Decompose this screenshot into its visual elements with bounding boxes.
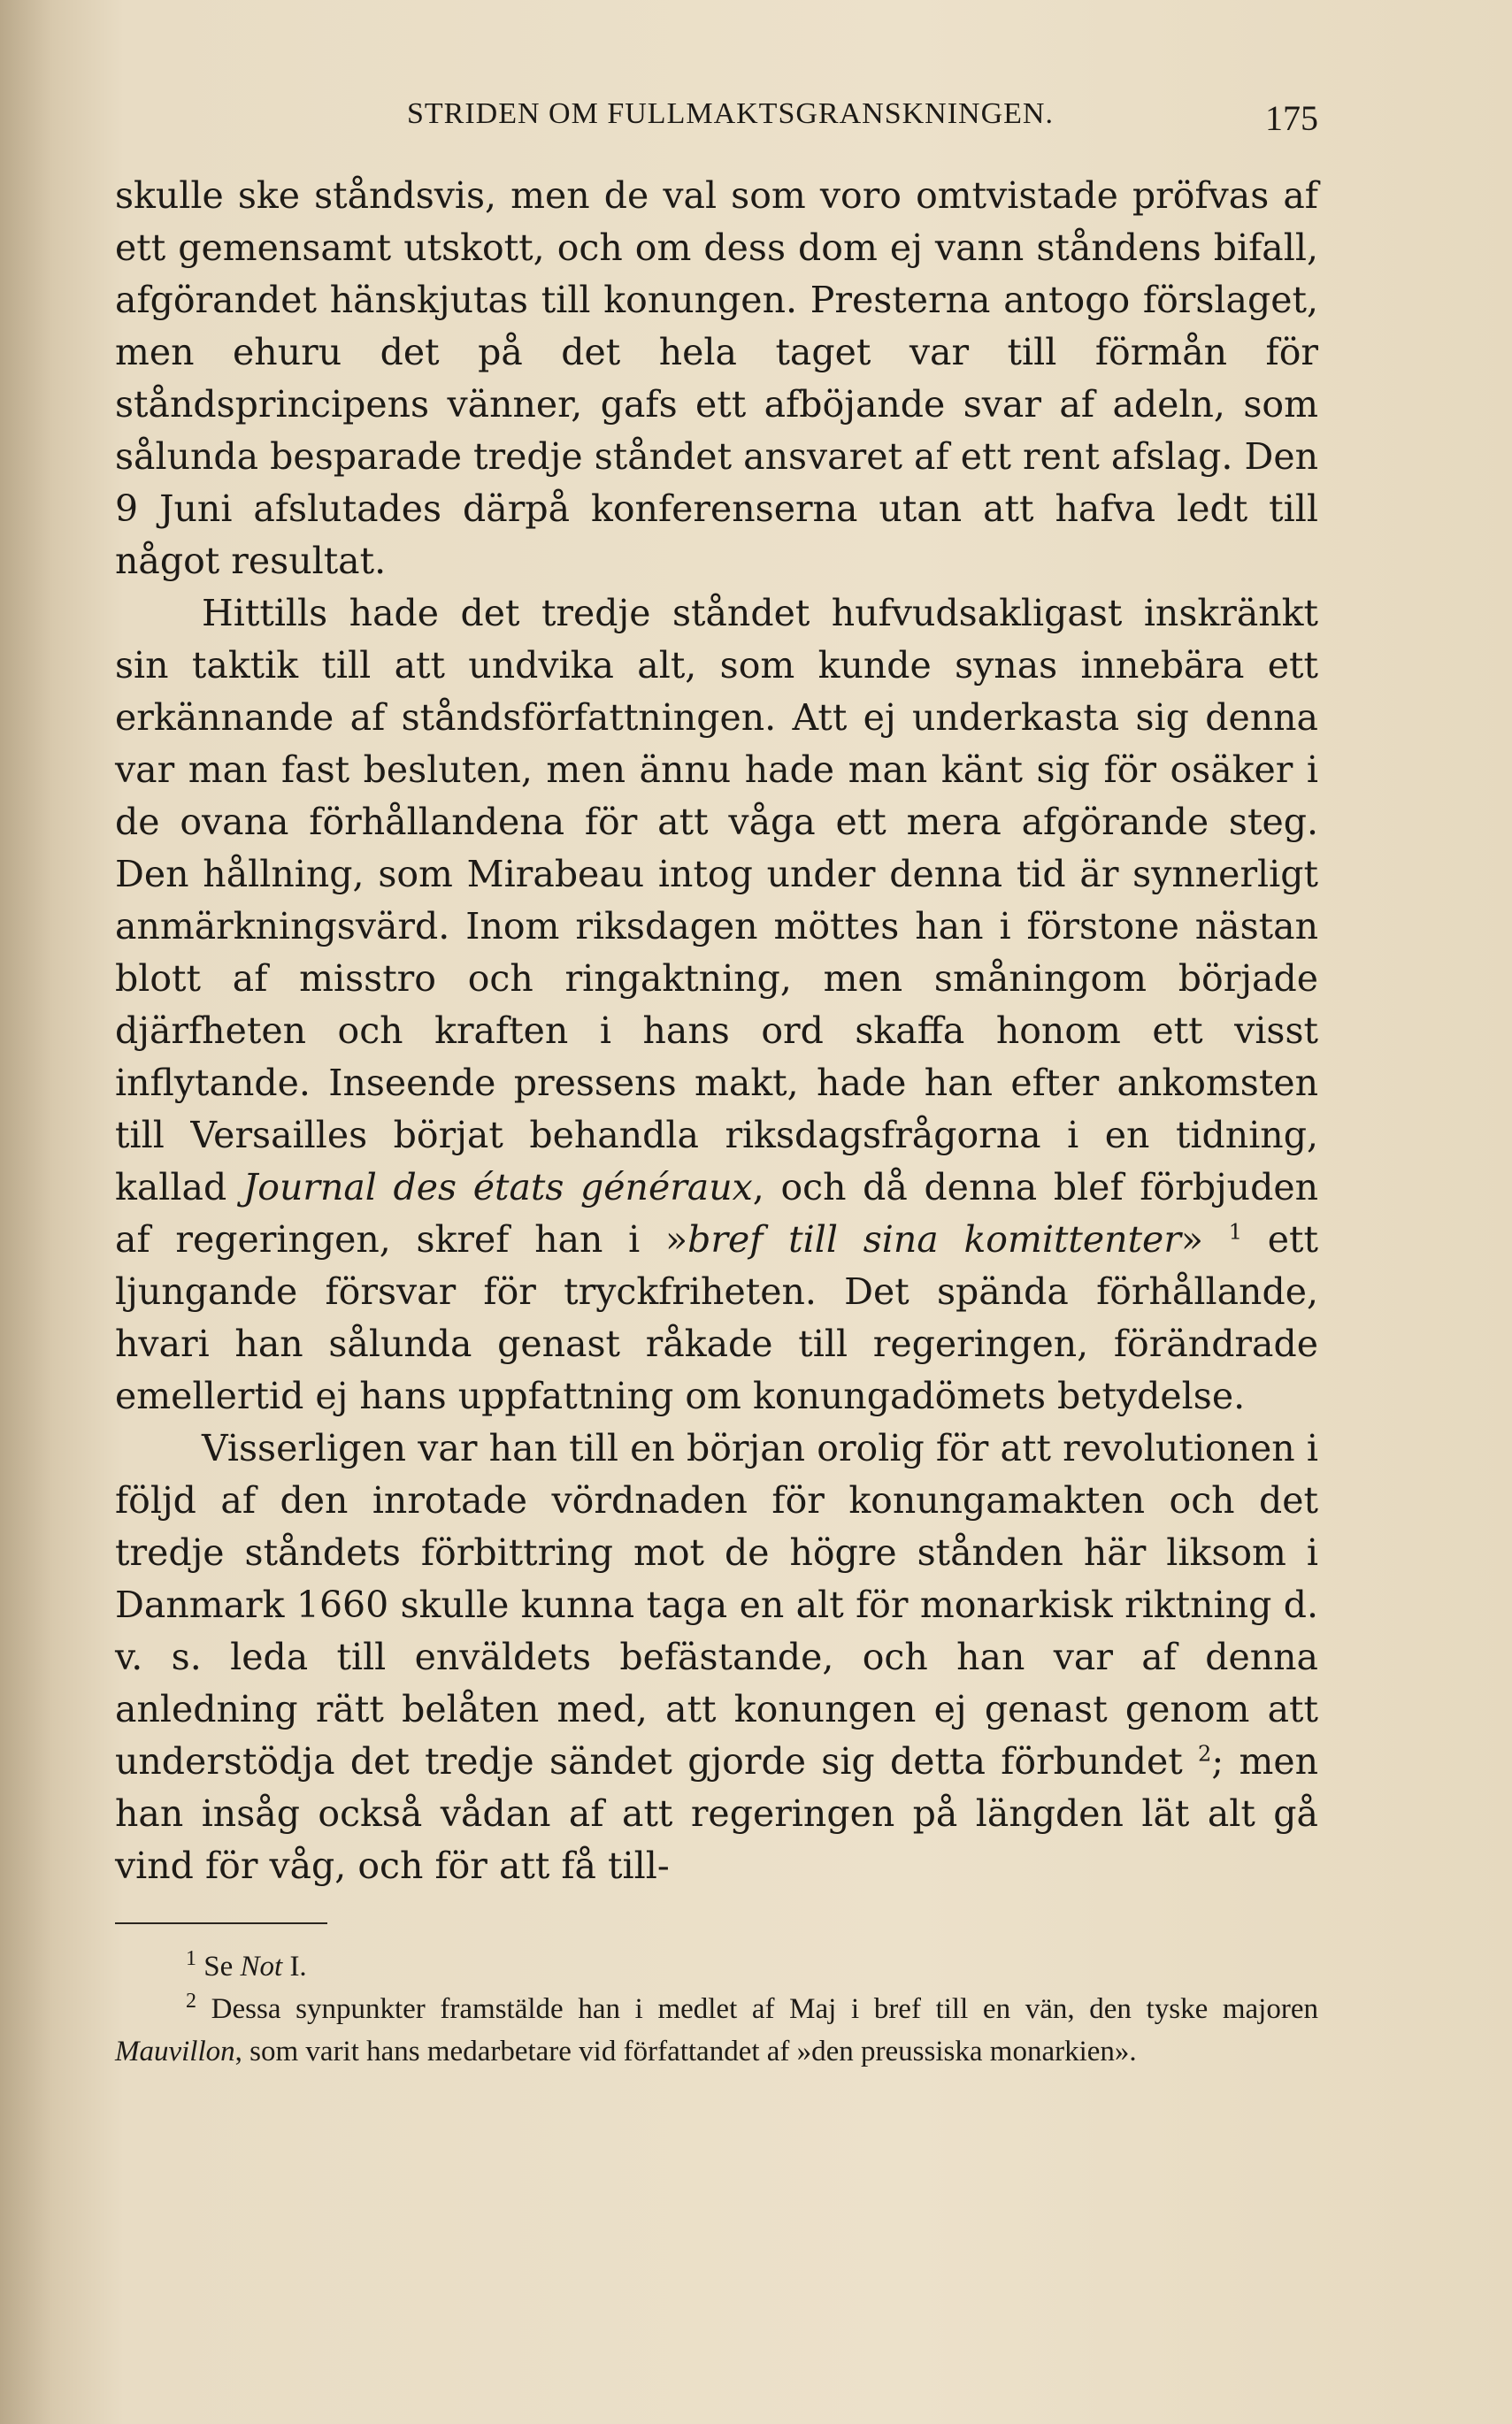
page-number: 175 <box>1265 98 1318 138</box>
paragraph-1 <box>115 170 1318 587</box>
paragraph-text: skulle ske ståndsvis, men de val som voro omtvistade pröfvas af ett gemensamt utskott, och om dess dom ej vann ståndens bifall, afgörandet hänskjutas till konungen. Presterna antogo förslaget, men ehuru det på det hela taget var till förmån för ståndsprincipens vänner, gafs ett afböjande svar af adeln, som sålunda besparade tredje ståndet ansvaret af ett rent afslag. Den 9 Juni afslutades därpå konferenserna utan att hafva ledt till något resultat. <box>115 174 1318 582</box>
paragraph-text: ett ljungande försvar för tryckfriheten. Det spända förhållande, hvari han sålunda genast råkade till regeringen, förändrade emellertid ej hans uppfattning om konungadömets betydelse. <box>115 1218 1318 1417</box>
footnote-rule <box>115 1922 327 1924</box>
footnotes <box>115 1945 1318 2073</box>
paragraph-text: » <box>1180 1218 1229 1261</box>
footnote-italic: Mauvillon <box>115 2036 235 2067</box>
footnote-text: I. <box>282 1951 307 1983</box>
footnote-1 <box>115 1945 1318 1988</box>
footnote-marker: 1 <box>186 1947 196 1970</box>
footnote-italic: Not <box>240 1951 283 1983</box>
footnote-marker: 2 <box>186 1990 196 2013</box>
footnote-ref-2: 2 <box>1198 1741 1212 1767</box>
running-head <box>115 97 1318 150</box>
paragraph-text: , och då denna blef förbjuden af regeringen, skref han i » <box>115 1166 1318 1261</box>
italic-title: bref till sina komittenter <box>687 1218 1181 1261</box>
italic-title: Journal des états généraux <box>242 1166 753 1208</box>
paragraph-2 <box>115 587 1318 1423</box>
footnote-2 <box>115 1988 1318 2073</box>
footnote-text: Dessa synpunkter framstälde han i medlet af Maj i bref till en vän, den tyske majoren <box>196 1993 1318 2025</box>
paragraph-text: ; men han insåg också vådan af att regeringen på längden lät alt gå vind för våg, och för att få till- <box>115 1740 1318 1887</box>
footnote-text: , som varit hans medarbetare vid författandet af »den preussiska monarkien». <box>234 2036 1137 2067</box>
body-text <box>115 170 1318 1892</box>
footnote-ref-1: 1 <box>1228 1219 1243 1245</box>
footnote-text: Se <box>196 1951 241 1983</box>
paragraph-text: Visserligen var han till en början orolig för att revolutionen i följd af den inrotade vördnaden för konungamakten och det tredje ståndets förbittring mot de högre stånden här liksom i Danmark 1660 skulle kunna taga en alt för monarkisk riktning d. v. s. leda till enväldets befästande, och han var af denna anledning rätt belåten med, att konungen ej genast genom att understödja det tredje sändet gjorde sig detta förbundet <box>115 1427 1318 1783</box>
paragraph-3 <box>115 1423 1318 1892</box>
text-block <box>115 97 1318 2073</box>
paragraph-text: Hittills hade det tredje ståndet hufvudsakligast inskränkt sin taktik till att undvika alt, som kunde synas innebära ett erkännande af ståndsförfattningen. Att ej underkasta sig denna var man fast besluten, men ännu hade man känt sig för osäker i de ovana förhållandena för att våga ett mera afgörande steg. Den hållning, som Mirabeau intog under denna tid är synnerligt anmärkningsvärd. Inom riksdagen möttes han i förstone nästan blott af misstro och ringaktning, men småningom började djärfheten och kraften i hans ord skaffa honom ett visst inflytande. Inseende pressens makt, hade han efter ankomsten till Versailles börjat behandla riksdagsfrågorna i en tidning, kallad <box>115 592 1318 1208</box>
running-head-title: STRIDEN OM FULLMAKTSGRANSKNINGEN. <box>407 97 1054 130</box>
